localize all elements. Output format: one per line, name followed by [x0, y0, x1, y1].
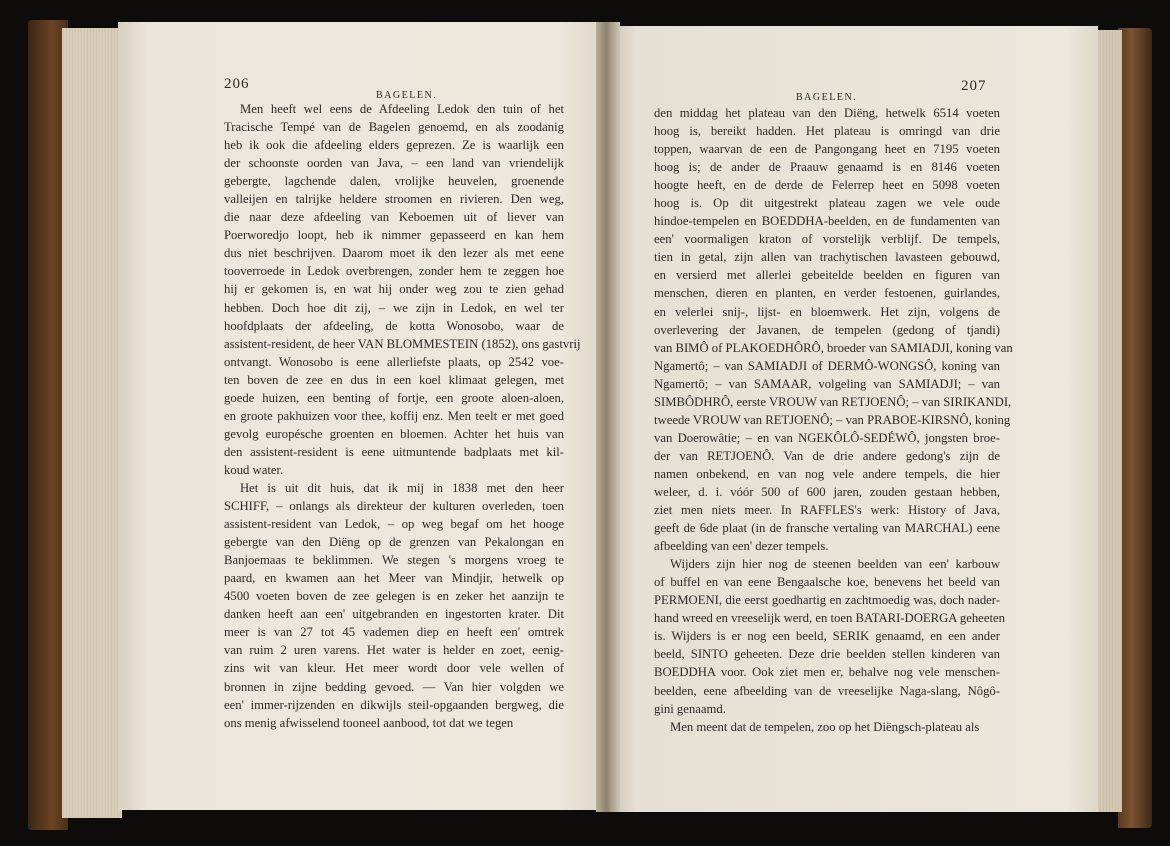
text-line: bronnen in zijne bedding gevoed. — Van hier volgden we [224, 679, 564, 694]
text-line: toppen, waarvan de een de Pangongang heet en 7195 voeten [654, 142, 1000, 157]
text-line: Ngamertô; – van SAMAAR, volgeling van SAMIADJI; – van [654, 376, 1000, 391]
text-line: den assistent-resident is eene uitmuntende badplaats met kil- [224, 444, 564, 459]
book-cover-right [1118, 28, 1152, 828]
text-line: afbeelding van een' dezer tempels. [654, 539, 829, 554]
text-line: BOEDDHA voor. Ook ziet men er, behalve nog vele menschen- [654, 665, 1000, 680]
text-line: die naar deze afdeeling van Keboemen uit of liever van [224, 210, 564, 225]
left-page [118, 22, 604, 810]
text-line: heb ik ook die afdeeling elders geprezen. Ze is waarlijk een [224, 138, 564, 153]
text-line: van Doerowâtie; – en van NGEKÔLÔ-SEDÉWÔ, jongsten broe- [654, 430, 1000, 445]
page-edges-right [1096, 30, 1122, 812]
text-line: gebergte van den Diëng op de grenzen van Pekalongan en [224, 535, 564, 550]
running-head-left: BAGELEN. [376, 90, 438, 101]
text-line: Poerworedjo loopt, heb ik nimmer gepasseerd en kan hem [224, 228, 564, 243]
text-line: Tracische Tempé van de Bagelen genoemd, en als zoodanig [224, 120, 564, 135]
text-line: hand wreed en vreeselijk werd, en toen BATARI-DOERGA geheeten [654, 611, 1005, 626]
text-line: hoog is, bereikt hadden. Het plateau is omringd van drie [654, 124, 1000, 139]
right-page-text [654, 104, 1013, 736]
text-line: hij er gekomen is, en wat hij onder weg zou te zien gehad [224, 282, 564, 297]
text-line: en velerlei snij-, lijst- en bloemwerk. Het zijn, volgens de [654, 304, 1000, 319]
text-line: danken heeft aan een' uitgebranden en ingestorten krater. Dit [224, 607, 564, 622]
left-page-text [224, 100, 581, 732]
text-line: beelden, eene afbeelding van de vreeselijke Naga-slang, Nôgô- [654, 683, 1000, 698]
text-line: gini genaamd. [654, 701, 726, 716]
text-line: beeld, SINTO geheeten. Deze drie beelden stellen kinderen van [654, 647, 1000, 662]
text-line: meer is van 27 tot 45 vademen diep en heeft een' omtrek [224, 625, 564, 640]
text-line: SCHIFF, – onlangs als direkteur der kulturen overleden, toen [224, 499, 564, 514]
text-line: een' voormaligen kraton of vorstelijk verblijf. De tempels, [654, 232, 1000, 247]
text-line: paard, en kwamen aan het Meer van Mindjir, hetwelk op [224, 571, 564, 586]
text-line: is. Wijders is er nog een beeld, SERIK genaamd, en een ander [654, 629, 1000, 644]
text-line: tooverroede in Ledok overbrengen, zonder hem te zeggen hoe [224, 264, 564, 279]
text-line: 4500 voeten boven de zee gelegen is en zeker het aanzijn te [224, 589, 564, 604]
text-line: menschen, dieren en planten, en verder festoenen, guirlandes, [654, 286, 1000, 301]
text-line: Banjoemaas te beklimmen. We stegen 's morgens vroeg te [224, 553, 564, 568]
text-line: ten boven de zee en dus in een koel klimaat gelegen, met [224, 372, 564, 387]
text-line: van ruim 2 uren varens. Het water is helder en zoet, eenig- [224, 643, 564, 658]
text-line: ontvangt. Wonosobo is eene allerliefste plaats, op 2542 voe- [224, 354, 564, 369]
text-line: Men heeft wel eens de Afdeeling Ledok den tuin of het [240, 102, 564, 116]
text-line: gevolg europésche groenten en bloemen. Achter het huis van [224, 426, 564, 441]
text-line: en groote pakhuizen voor thee, koffij enz. Men teelt er met goed [224, 408, 564, 423]
text-line: SIMBÔDHRÔ, eerste VROUW van RETJOENÔ; – van SIRIKANDI, [654, 394, 1012, 409]
text-line: Ngamertô; – van SAMIADJI of DERMÔ-WONGSÔ, koning van [654, 358, 1000, 373]
text-line: koud water. [224, 462, 284, 477]
text-line: een' immer-rijzenden en dikwijls steil-opgaanden bergweg, die [224, 697, 564, 712]
text-line: hoog is. Op dit uitgestrekt plateau zagen we vele oude [654, 196, 1000, 211]
text-line: den middag het plateau van den Diëng, hetwelk 6514 voeten [654, 106, 1000, 120]
text-line: ziet men niets meer. In RAFFLES's werk: History of Java, [654, 503, 1000, 518]
text-line: gebergte, lagchende dalen, vrolijke heuvelen, groenende [224, 174, 564, 189]
text-line: dus niet beschrijven. Daarom moet ik den lezer als met eene [224, 246, 564, 261]
running-head-right: BAGELEN. [796, 92, 858, 103]
text-line: assistent-resident van Ledok, – op weg begaf om het hooge [224, 517, 564, 532]
text-line: weleer, d. i. vóór 500 of 600 jaren, zouden gestaan hebben, [654, 484, 1000, 499]
page-number-left: 206 [224, 76, 250, 92]
text-line: ons menig afwisselend tooneel aanbood, tot dat we tegen [224, 715, 514, 730]
book-gutter [596, 22, 620, 812]
text-line: overlevering der Javanen, de tempelen (gedong of tjandi) [654, 322, 1000, 337]
text-line: namen onbekend, en van nog vele andere tempels, die hier [654, 466, 1000, 481]
text-line: tweede VROUW van RETJOENÔ; – van PRABOE-KIRSNÔ, koning [654, 412, 1011, 427]
text-line: Men meent dat de tempelen, zoo op het Diëngsch-plateau als [670, 719, 980, 734]
text-line: tien in getal, zijn allen van trachytischen lavasteen gebouwd, [654, 250, 1000, 265]
right-page [606, 26, 1098, 812]
page-edges-left [62, 28, 122, 818]
text-line: en versierd met allerlei gebeitelde beelden en figuren van [654, 268, 1000, 283]
text-line: van BIMÔ of PLAKOEDHÔRÔ, broeder van SAMIADJI, koning van [654, 340, 1013, 355]
page-number-right: 207 [961, 78, 987, 94]
text-line: geeft de 6de plaat (in de fransche vertaling van MARCHAL) eene [654, 521, 1000, 536]
text-line: valleijen en talrijke heldere stroomen en rivieren. Den weg, [224, 192, 564, 207]
text-line: zins wit van kleur. Het meer wordt door vele wellen of [224, 661, 564, 676]
text-line: PERMOENI, die eerst goedhartig en zachtmoedig was, doch nader- [654, 593, 1000, 608]
text-line: hoogte heeft, en de derde de Felerrep heet en 5098 voeten [654, 178, 1000, 193]
text-line: of buffel en van eene Bengaalsche koe, benevens het beeld van [654, 575, 1000, 590]
text-line: assistent-resident, de heer VAN BLOMMESTEIN (1852), ons gastvrij [224, 336, 581, 351]
text-line: der schoonste oorden van Java, – een land van vriendelijk [224, 156, 564, 171]
text-line: hindoe-tempelen en BOEDDHA-beelden, en de fundamenten van [654, 214, 1000, 229]
text-line: goede huizen, een benting of fortje, een groote aloen-aloen, [224, 390, 564, 405]
text-line: der van RETJOENÔ. Van de drie andere gedong's zijn de [654, 448, 1000, 463]
text-line: Het is uit dit huis, dat ik mij in 1838 met den heer [240, 480, 564, 495]
text-line: hoofdplaats der afdeeling, de kotta Wonosobo, waar de [224, 318, 564, 333]
text-line: hebben. Doch hoe dit zij, – we zijn in Ledok, en wel ter [224, 300, 564, 315]
text-line: hoog is; de ander de Praauw genaamd is en 8146 voeten [654, 160, 1000, 175]
text-line: Wijders zijn hier nog de steenen beelden van een' karbouw [670, 557, 1000, 572]
